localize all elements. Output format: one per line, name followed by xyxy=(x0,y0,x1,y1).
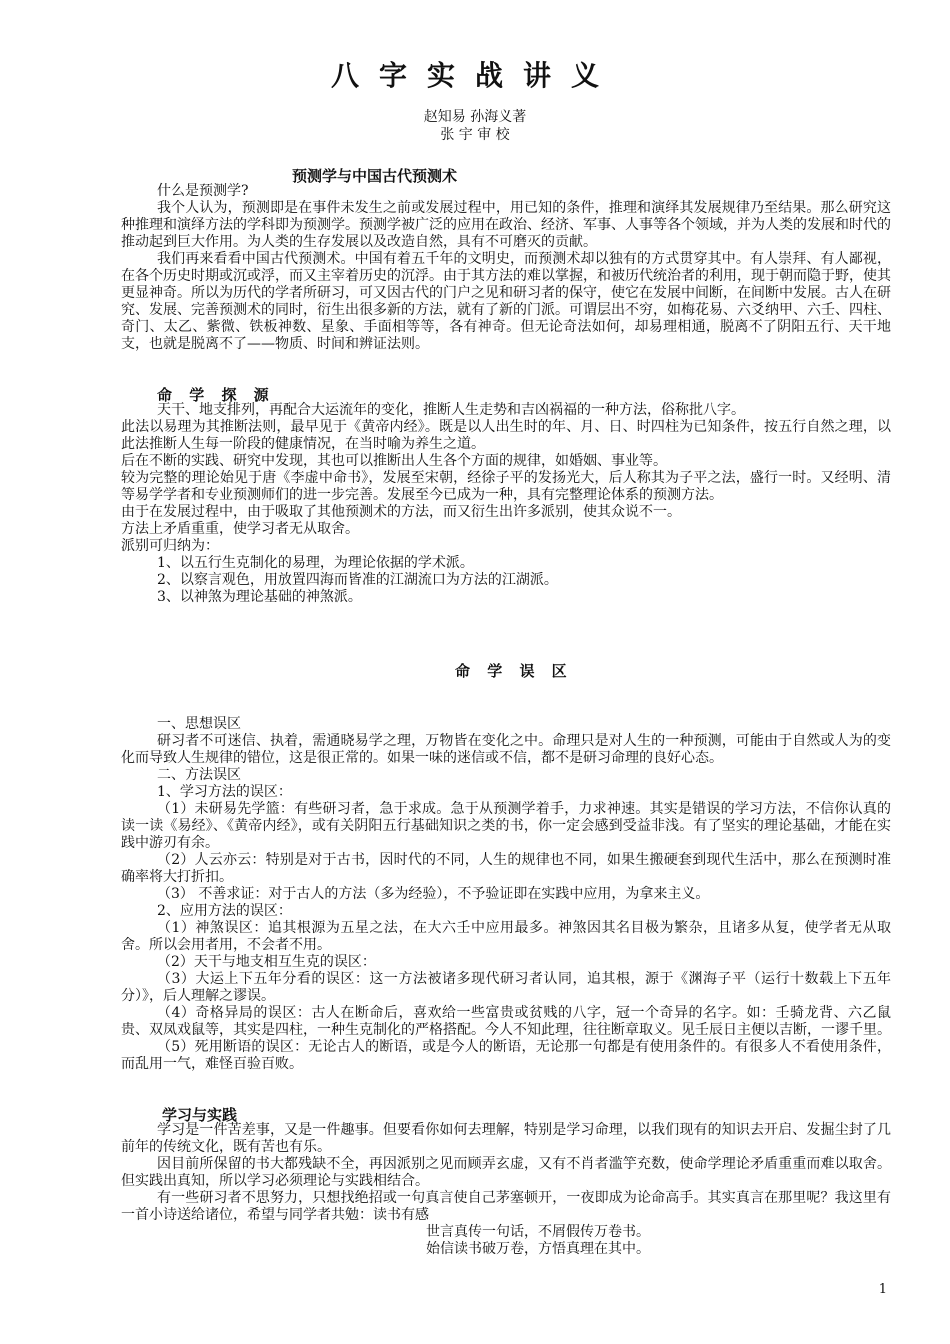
document-title: 八字实战讲义 xyxy=(330,59,619,92)
paragraph: 此法以易理为其推断法则，最早见于《黄帝内经》。既是以人出生时的年、月、日、时四柱为已知条件，按五行自然之理，以此法推断人生每一阶段的健康情况，在当时喻为养生之道。 xyxy=(121,419,891,452)
paragraph: （1）神煞误区：追其根源为五星之法，在大六壬中应用最多。神煞因其名目极为繁杂，且诸多从复，使学者无从取舍。所以会用者用，不会者不用。 xyxy=(121,920,891,953)
reviewer-line: 张 宇 审 校 xyxy=(440,127,510,143)
paragraph: 天干、地支排列，再配合大运流年的变化，推断人生走势和吉凶祸福的一种方法，俗称批八字。 xyxy=(157,402,745,418)
paragraph: 我个人认为，预测即是在事件未发生之前或发展过程中，用已知的条件，推理和演绎其发展规律乃至结果。那么研究这种推理和演绎方法的学科即为预测学。预测学被广泛的应用在政治、经济、军事、人事等各个领域，并为人类的发展和时代的推动起到巨大作用。为人类的生存发展以及改造自然，具有不可磨灭的贡献。 xyxy=(121,200,891,250)
paragraph: （5）死用断语的误区：无论古人的断语，或是今人的断语，无论那一句都是有使用条件的。有很多人不看使用条件，而乱用一气，难怪百验百败。 xyxy=(121,1039,891,1072)
subheading: 2、应用方法的误区： xyxy=(157,903,292,919)
list-item: 2、以察言观色，用放置四海而皆准的江湖流口为方法的江湖派。 xyxy=(157,572,558,588)
paragraph: （3）大运上下五年分看的误区：这一方法被诸多现代研习者认同，追其根，源于《渊海子平（运行十数载上下五年分）》，后人理解之谬误。 xyxy=(121,971,891,1004)
paragraph: 由于在发展过程中，由于吸取了其他预测术的方法，而又衍生出许多派别，使其众说不一。 xyxy=(121,504,681,520)
page-number: 1 xyxy=(878,1282,887,1297)
section-body-study-practice xyxy=(121,1122,891,1224)
section-body-prediction xyxy=(121,183,891,353)
paragraph: 因目前所保留的书大都残缺不全，再因派别之见而顾弄玄虚，又有不肖者滥竽充数，使命学理论矛盾重重而难以取舍。但实践出真知，所以学习必须理论与实践相结合。 xyxy=(121,1156,891,1189)
paragraph: （3） 不善求证：对于古人的方法（多为经验），不予验证即在实践中应用，为拿来主义。 xyxy=(157,886,710,902)
paragraph: 较为完整的理论始见于唐《李虚中命书》，发展至宋朝，经徐子平的发扬光大，后人称其为子平之法，盛行一时。又经明、清等易学学者和专业预测师们的进一步完善。发展至今已成为一种，具有完整理论体系的预测方法。 xyxy=(121,470,891,503)
paragraph: 后在不断的实践、研究中发现，其也可以推断出人生各个方面的规律，如婚姻、事业等。 xyxy=(121,453,667,469)
subheading: 1、学习方法的误区： xyxy=(157,784,292,800)
authors-line: 赵知易 孙海义著 xyxy=(423,109,527,125)
section-heading-origin: 命 学 探 源 xyxy=(157,386,275,404)
paragraph: （2）人云亦云：特别是对于古书，因时代的不同，人生的规律也不同，如果生搬硬套到现代生活中，那么在预测时准确率将大打折扣。 xyxy=(121,852,891,885)
section-heading-prediction: 预测学与中国古代预测术 xyxy=(292,167,458,185)
paragraph: 有一些研习者不思努力，只想找绝招或一句真言使自己茅塞顿开，一夜即成为论命高手。其实真言在那里呢？我这里有一首小诗送给诸位，希望与同学者共勉：读书有感 xyxy=(121,1190,891,1223)
section-heading-misconceptions: 命 学 误 区 xyxy=(455,662,573,680)
paragraph: 我们再来看看中国古代预测术。中国有着五千年的文明史，而预测术却以独有的方式贯穿其中。有人崇拜、有人鄙视，在各个历史时期或沉或浮，而又主宰着历史的沉浮。由于其方法的难以掌握，和被历代统治者的利用，现于朝而隐于野，使其更显神奇。所以为历代的学者所研习，可又因古代的门户之见和研习者的保守，使它在发展中间断，在间断中发展。古人在研究、发展、完善预测术的同时，衍生出很多新的方法，就有了新的门派。可谓层出不穷，如梅花易、六爻纳甲、六壬、四柱、奇门、太乙、紫微、铁板神数、星象、手面相等等，各有神奇。但无论奇法如何，却易理相通，脱离不了阴阳五行、天干地支，也就是脱离不了——物质、时间和辨证法则。 xyxy=(121,251,891,352)
paragraph: 方法上矛盾重重，使学习者无从取舍。 xyxy=(121,521,359,537)
subheading: 二、方法误区 xyxy=(157,767,241,783)
paragraph: （4）奇格异局的误区：古人在断命后，喜欢给一些富贵或贫贱的八字，冠一个奇异的名字。如：壬骑龙背、六乙鼠贵、双凤戏鼠等，其实是四柱，一种生克制化的严格搭配。今人不知此理，往往断章取义。见壬辰日主便以吉断，一谬千里。 xyxy=(121,1005,891,1038)
paragraph: 学习是一件苦差事，又是一件趣事。但要看你如何去理解，特别是学习命理，以我们现有的知识去开启、发掘尘封了几前年的传统文化，既有苦也有乐。 xyxy=(121,1122,891,1155)
subheading: 一、思想误区 xyxy=(157,716,241,732)
paragraph: 研习者不可迷信、执着，需通晓易学之理，万物皆在变化之中。命理只是对人生的一种预测，可能由于自然或人为的变化而导致人生规律的错位，这是很正常的。如果一味的迷信或不信，都不是研习命理的良好心态。 xyxy=(121,733,891,766)
poem-line-1: 世言真传一句话，不屑假传万卷书。 xyxy=(426,1224,650,1240)
paragraph: 什么是预测学? xyxy=(157,183,249,199)
list-item: 3、以神煞为理论基础的神煞派。 xyxy=(157,589,362,605)
poem-line-2: 始信读书破万卷，方悟真理在其中。 xyxy=(426,1241,650,1257)
list-item: 1、以五行生克制化的易理，为理论依据的学术派。 xyxy=(157,555,474,571)
section-body-origin xyxy=(121,402,891,606)
paragraph: （2）天干与地支相互生克的误区： xyxy=(157,954,376,970)
section-body-misconceptions xyxy=(121,716,891,1073)
section-heading-study-practice: 学习与实践 xyxy=(162,1106,238,1124)
paragraph: （1）未研易先学篮：有些研习者，急于求成。急于从预测学着手，力求神速。其实是错误的学习方法，不信你认真的读一读《易经》、《黄帝内经》，或有关阴阳五行基础知识之类的书，你一定会感到受益非浅。有了坚实的理论基础，才能在实践中游刃有余。 xyxy=(121,801,891,851)
paragraph: 派别可归纳为： xyxy=(121,538,219,554)
